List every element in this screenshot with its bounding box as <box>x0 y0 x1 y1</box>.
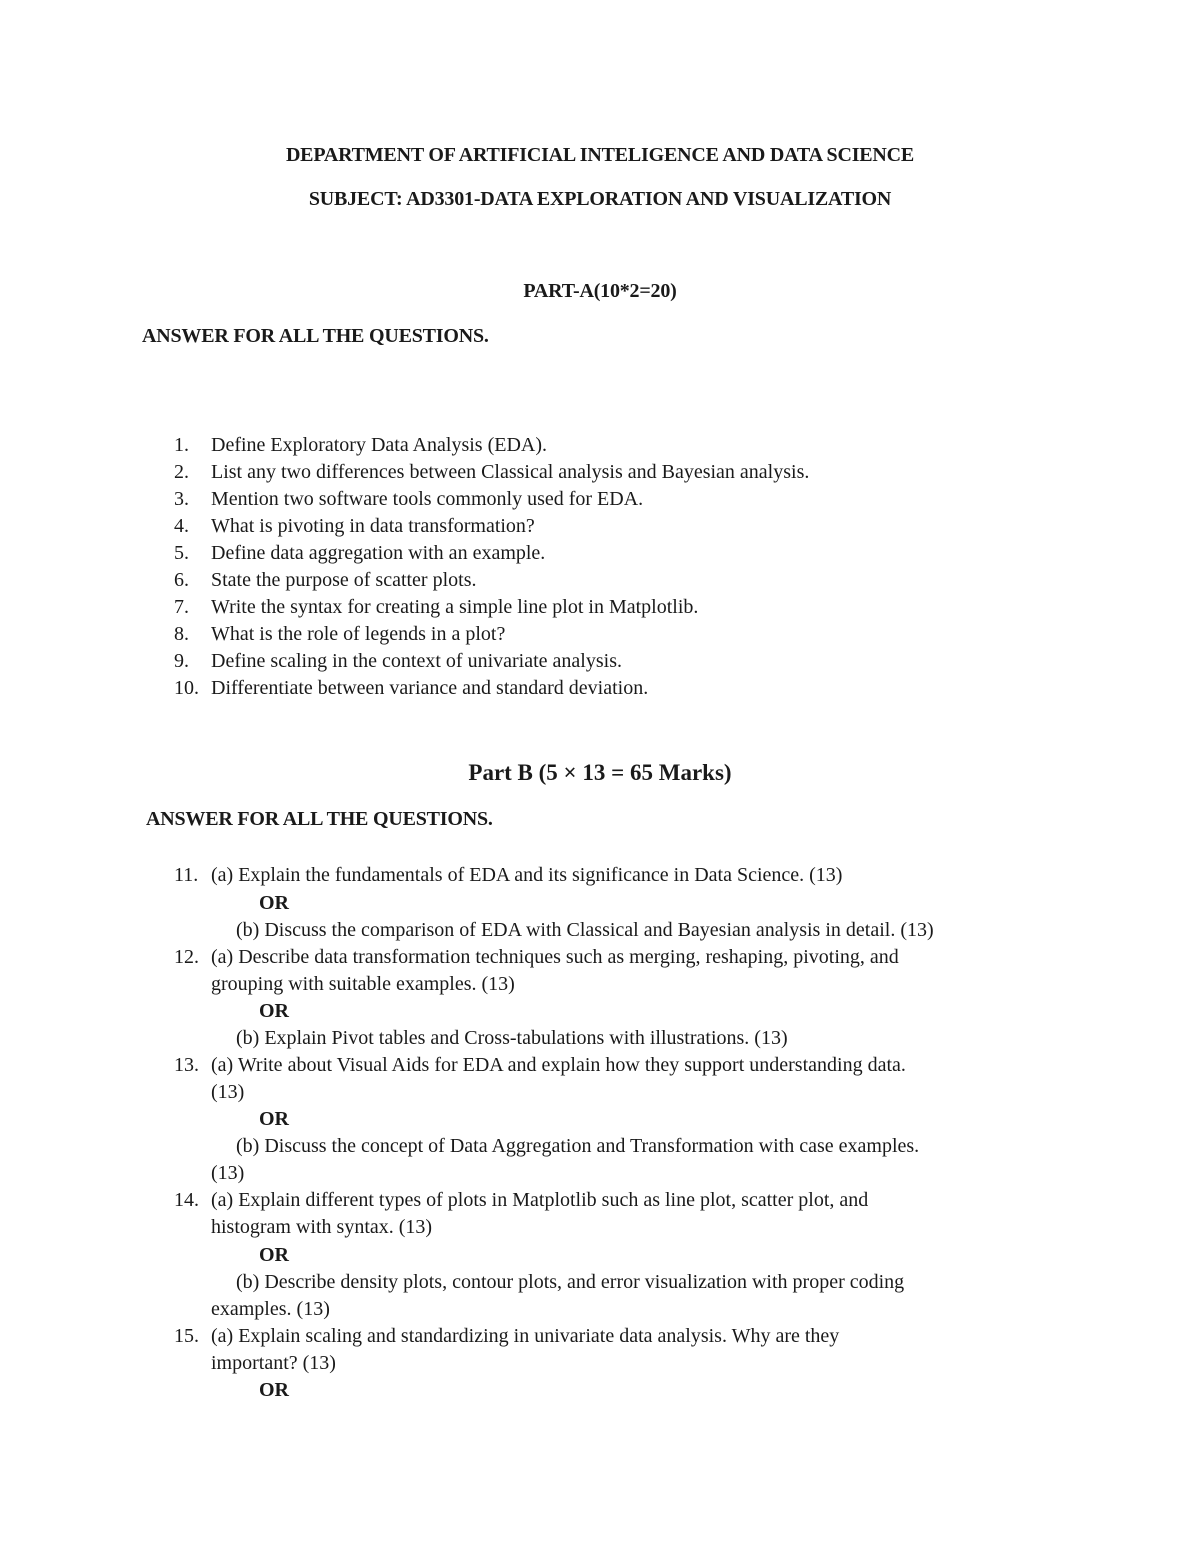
question-number: 6. <box>174 569 189 591</box>
option-a-text: (a) Explain different types of plots in Matplotlib such as line plot, scatter plot, and <box>211 1189 869 1211</box>
department-title: DEPARTMENT OF ARTIFICIAL INTELIGENCE AND DATA SCIENCE <box>285 144 915 166</box>
question-text: What is the role of legends in a plot? <box>211 623 506 645</box>
or-label: OR <box>259 1244 289 1266</box>
question-number: 13. <box>174 1054 199 1076</box>
question-number: 10. <box>174 677 199 699</box>
question-number: 7. <box>174 596 189 618</box>
part-a-instruction: ANSWER FOR ALL THE QUESTIONS. <box>142 325 489 347</box>
option-a-text-cont: important? (13) <box>211 1352 336 1374</box>
option-b-text: (b) Discuss the concept of Data Aggregation and Transformation with case examples. <box>236 1135 920 1157</box>
question-number: 8. <box>174 623 189 645</box>
option-a-text-cont: (13) <box>211 1081 245 1103</box>
option-a-text: (a) Explain scaling and standardizing in univariate data analysis. Why are they <box>211 1325 840 1347</box>
question-text: State the purpose of scatter plots. <box>211 569 477 591</box>
question-text: Define Exploratory Data Analysis (EDA). <box>211 434 548 456</box>
question-number: 15. <box>174 1325 199 1347</box>
question-number: 9. <box>174 650 189 672</box>
option-b-text: (b) Explain Pivot tables and Cross-tabulations with illustrations. (13) <box>236 1027 788 1049</box>
option-a-text-cont: grouping with suitable examples. (13) <box>211 973 515 995</box>
question-number: 1. <box>174 434 189 456</box>
option-a-text: (a) Explain the fundamentals of EDA and its significance in Data Science. (13) <box>211 864 843 886</box>
question-text: List any two differences between Classical analysis and Bayesian analysis. <box>211 461 810 483</box>
or-label: OR <box>259 892 289 914</box>
option-a-text: (a) Write about Visual Aids for EDA and explain how they support understanding data. <box>211 1054 906 1076</box>
question-number: 3. <box>174 488 189 510</box>
part-b-instruction: ANSWER FOR ALL THE QUESTIONS. <box>146 808 493 830</box>
part-a-title: PART-A(10*2=20) <box>523 280 677 302</box>
question-text: What is pivoting in data transformation? <box>211 515 535 537</box>
or-label: OR <box>259 1379 289 1401</box>
or-label: OR <box>259 1000 289 1022</box>
question-text: Mention two software tools commonly used for EDA. <box>211 488 644 510</box>
question-text: Define scaling in the context of univariate analysis. <box>211 650 622 672</box>
option-b-text: (b) Discuss the comparison of EDA with Classical and Bayesian analysis in detail. (13) <box>236 919 934 941</box>
option-b-text: (b) Describe density plots, contour plots, and error visualization with proper coding <box>236 1271 905 1293</box>
option-a-text-cont: histogram with syntax. (13) <box>211 1216 433 1238</box>
or-label: OR <box>259 1108 289 1130</box>
question-number: 12. <box>174 946 199 968</box>
question-text: Define data aggregation with an example. <box>211 542 546 564</box>
question-text: Differentiate between variance and standard deviation. <box>211 677 649 699</box>
question-number: 2. <box>174 461 189 483</box>
question-number: 14. <box>174 1189 199 1211</box>
question-number: 11. <box>174 864 199 886</box>
part-b-title: Part B (5 × 13 = 65 Marks) <box>468 760 732 785</box>
subject-title: SUBJECT: AD3301-DATA EXPLORATION AND VISUALIZATION <box>308 188 892 210</box>
option-a-text: (a) Describe data transformation techniques such as merging, reshaping, pivoting, and <box>211 946 899 968</box>
option-b-text-cont: examples. (13) <box>211 1298 330 1320</box>
question-number: 5. <box>174 542 189 564</box>
question-text: Write the syntax for creating a simple line plot in Matplotlib. <box>211 596 699 618</box>
option-b-text-cont: (13) <box>211 1162 245 1184</box>
question-number: 4. <box>174 515 189 537</box>
